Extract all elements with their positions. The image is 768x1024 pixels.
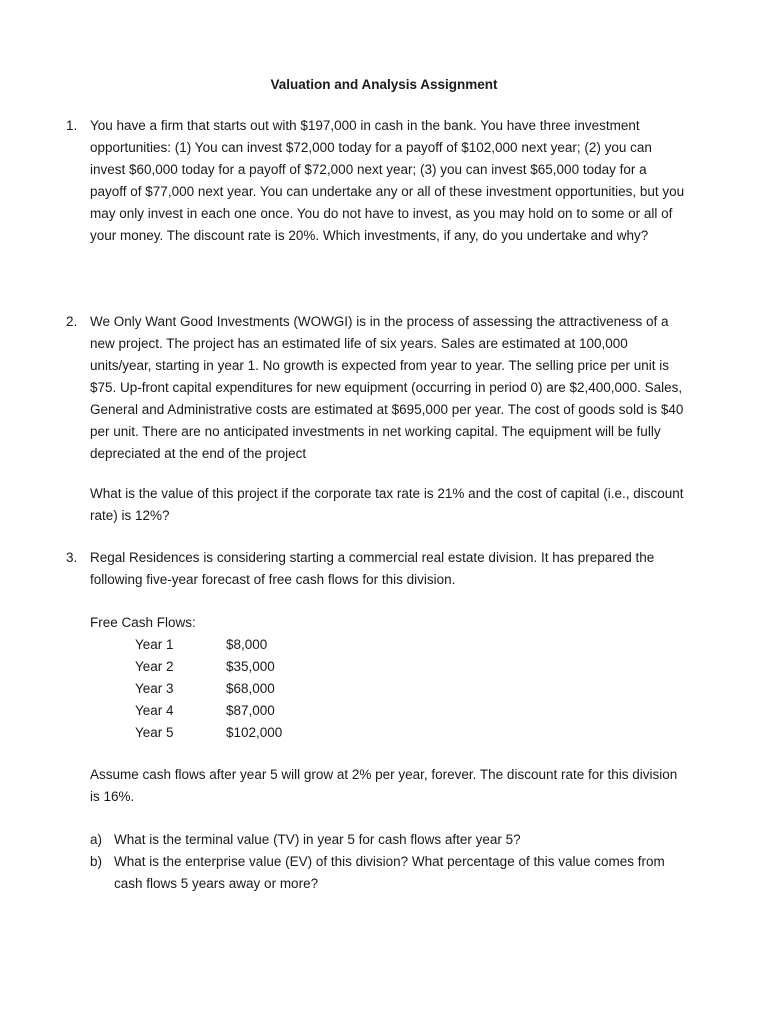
question-3a xyxy=(90,829,690,851)
table-row xyxy=(135,678,282,700)
question-text: You have a firm that starts out with $197,000 in cash in the bank. You have three investment opportunities: (1) You can invest $72,000 today for a payoff of $102,000 next year; (2) you can invest $60,000 today for a payoff of $72,000 next year; (3) you can invest $65,000 today for a payoff of $77,000 next year. You can undertake any or all of these investment opportunities, but you may only invest in each one once. You do not have to invest, as you may hold on to some or all of your money. The discount rate is 20%. Which investments, if any, do you undertake and why? xyxy=(90,118,685,243)
subquestion-label: a) xyxy=(90,832,103,847)
question-number: 1. xyxy=(66,118,78,133)
fcf-table xyxy=(135,634,282,744)
fcf-value: $102,000 xyxy=(226,725,283,740)
table-row xyxy=(135,656,282,678)
page-title: Valuation and Analysis Assignment xyxy=(270,77,498,92)
fcf-year: Year 4 xyxy=(135,703,174,718)
table-row xyxy=(135,634,282,656)
table-row xyxy=(135,700,282,722)
question-3b xyxy=(90,851,690,895)
fcf-year: Year 3 xyxy=(135,681,174,696)
question-1 xyxy=(66,115,686,247)
subquestion-label: b) xyxy=(90,854,103,869)
question-3 xyxy=(66,547,686,591)
fcf-year: Year 2 xyxy=(135,659,174,674)
fcf-year: Year 5 xyxy=(135,725,174,740)
fcf-value: $35,000 xyxy=(226,659,275,674)
fcf-value: $87,000 xyxy=(226,703,275,718)
question-text: We Only Want Good Investments (WOWGI) is in the process of assessing the attractiveness of a new project. The project has an estimated life of six years. Sales are estimated at 100,000 units/year, starting in year 1. No growth is expected from year to year. The selling price per unit is $75. Up-front capital expenditures for new equipment (occurring in period 0) are $2,400,000. Sales, General and Administrative costs are estimated at $695,000 per year. The cost of goods sold is $40 per unit. There are no anticipated investments in net working capital. The equipment will be fully depreciated at the end of the project xyxy=(90,314,684,461)
fcf-year: Year 1 xyxy=(135,637,174,652)
fcf-label: Free Cash Flows: xyxy=(90,615,196,630)
question-3-assumption: Assume cash flows after year 5 will grow at 2% per year, forever. The discount rate for this division is 16%. xyxy=(90,767,678,804)
question-number: 2. xyxy=(66,314,78,329)
question-2 xyxy=(66,311,686,465)
question-text: Regal Residences is considering starting a commercial real estate division. It has prepared the following five-year forecast of free cash flows for this division. xyxy=(90,550,655,587)
subquestion-text: What is the terminal value (TV) in year 5 for cash flows after year 5? xyxy=(114,832,521,847)
question-number: 3. xyxy=(66,550,78,565)
fcf-value: $8,000 xyxy=(226,637,268,652)
subquestion-text: What is the enterprise value (EV) of this division? What percentage of this value comes from cash flows 5 years away or more? xyxy=(114,854,665,891)
fcf-value: $68,000 xyxy=(226,681,275,696)
question-2-prompt: What is the value of this project if the corporate tax rate is 21% and the cost of capital (i.e., discount rate) is 12%? xyxy=(90,486,684,523)
table-row xyxy=(135,722,282,744)
